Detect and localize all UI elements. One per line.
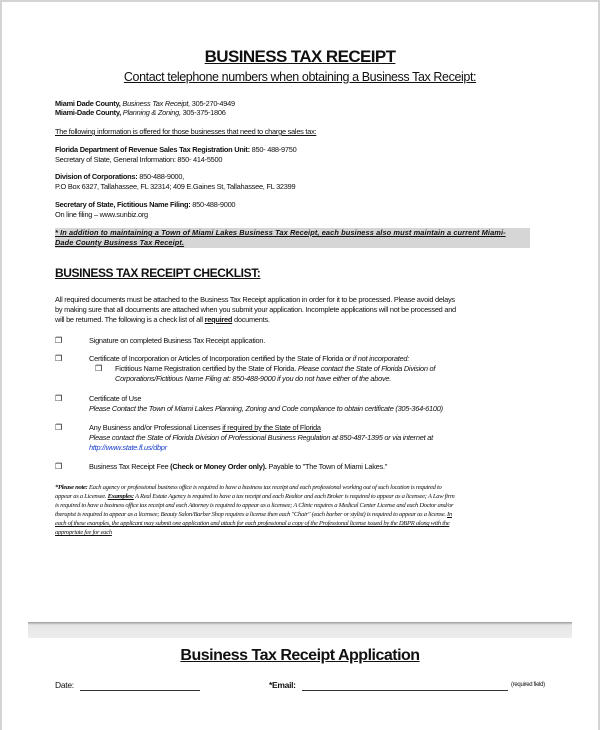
checkbox-fictitious-name[interactable]: ❒ — [95, 364, 103, 373]
please-note-1: *Please note: Each agency or professional business office is required to have a business tax receipt and each professional working out of such location is required to — [55, 484, 442, 491]
checkbox-signature[interactable]: ❒ — [55, 336, 63, 345]
contact-mdc-btr: Miami Dade County, Business Tax Receipt, 305-270-4949 — [55, 99, 235, 108]
item-signature: Signature on completed Business Tax Receipt application. — [89, 336, 266, 345]
contact-sos-fict: Secretary of State, Fictitious Name Filing: 850-488-9000 — [55, 200, 236, 209]
checkbox-certificate-of-use[interactable]: ❒ — [55, 394, 63, 403]
checklist-intro-3: will be returned. The following is a check list of all required documents. — [55, 315, 270, 324]
document-title: BUSINESS TAX RECEIPT — [204, 47, 396, 66]
please-note-3: is required to have a business office tax receipt and each Attorney is required to appear as a licensee; A Clinic requires a Medical Center License and each Doctor and/or — [55, 502, 454, 509]
checkbox-fee[interactable]: ❒ — [55, 462, 63, 471]
checklist-intro-1: All required documents must be attached to the Business Tax Receipt application in order for it to be processed. Please avoid delays — [55, 295, 455, 304]
sales-tax-intro: The following information is offered for those businesses that need to charge sales tax: — [55, 127, 317, 136]
item-certificate-of-use-note: Please Contact the Town of Miami Lakes Planning, Zoning and Code compliance to obtain certificate (305-364-6100) — [89, 404, 443, 413]
email-label: *Email: — [269, 680, 296, 690]
checkbox-incorporation[interactable]: ❒ — [55, 354, 63, 363]
please-note-2: appear as a Licensee. Examples: A Real Estate Agency is required to have a tax receipt and each Realtor and each Broker is required to appear as a licensee; A Law firm — [55, 493, 455, 500]
dbpr-link[interactable]: http://www.state.fl.us/dbpr — [89, 443, 167, 452]
item-fictitious-name: Fictitious Name Registration certified by the State of Florida. Please contact the State of Florida Division of — [115, 364, 436, 373]
item-certificate-of-use: Certificate of Use — [89, 394, 142, 403]
checklist-intro-2: by making sure that all documents are attached when you submit your application. Incomplete applications will not be processed and — [55, 305, 456, 314]
miami-dade-note: * In addition to maintaining a Town of Miami Lakes Business Tax Receipt, each business also must maintain a current Miami- Dade County Business Tax Receipt. — [55, 228, 530, 248]
checklist-heading: BUSINESS TAX RECEIPT CHECKLIST: — [55, 266, 261, 280]
checkbox-licenses[interactable]: ❒ — [55, 423, 63, 432]
document-subtitle: Contact telephone numbers when obtaining a Business Tax Receipt: — [123, 70, 477, 84]
required-field-note: (required field) — [511, 682, 545, 688]
please-note-4: therapist is required to appear as a licensee; Beauty Salon/Barber Shop requires a license then each "Chair" (each barber or stylist) is required to appear as a license. In — [55, 511, 452, 518]
item-fee: Business Tax Receipt Fee (Check or Money Order only). Payable to "The Town of Miami Lakes." — [89, 462, 388, 471]
contact-online: On line filing – www.sunbiz.org — [55, 210, 148, 219]
please-note-6: appropriate fee for each — [55, 529, 112, 536]
email-field[interactable] — [302, 690, 508, 691]
application-title: Business Tax Receipt Application — [180, 647, 420, 664]
item-fictitious-name-2: Corporations/Fictitious Name Filing at: 850-488-9000 if you do not have either of the above. — [115, 374, 392, 383]
contact-doc: Division of Corporations: 850-488-9000, — [55, 172, 185, 181]
date-label: Date: — [55, 680, 74, 690]
contact-mdc-zoning: Miami-Dade County, Planning & Zoning, 305-375-1806 — [55, 108, 226, 117]
contact-fdor: Florida Department of Revenue Sales Tax Registration Unit: 850- 488-9750 — [55, 145, 297, 154]
please-note-5: each of these examples, the applicant may submit one application and attach for each professional a copy of the Professional license issued by the DBPR along with the — [55, 520, 450, 527]
contact-sos-info: Secretary of State, General Information: 850- 414-5500 — [55, 155, 223, 164]
item-licenses: Any Business and/or Professional Licenses if required by the State of Florida — [89, 423, 321, 432]
item-licenses-note: Please contact the State of Florida Division of Professional Business Regulation at 850-487-1395 or via internet at — [89, 433, 433, 442]
contact-doc-address: P.O Box 6327, Tallahassee, FL 32314; 409 E.Gaines St, Tallahassee, FL 32399 — [55, 182, 296, 191]
date-field[interactable] — [80, 690, 200, 691]
page-break-bar — [28, 622, 572, 638]
item-incorporation: Certificate of Incorporation or Articles of Incorporation certified by the State of Florida or if not incorporated: — [89, 354, 410, 363]
